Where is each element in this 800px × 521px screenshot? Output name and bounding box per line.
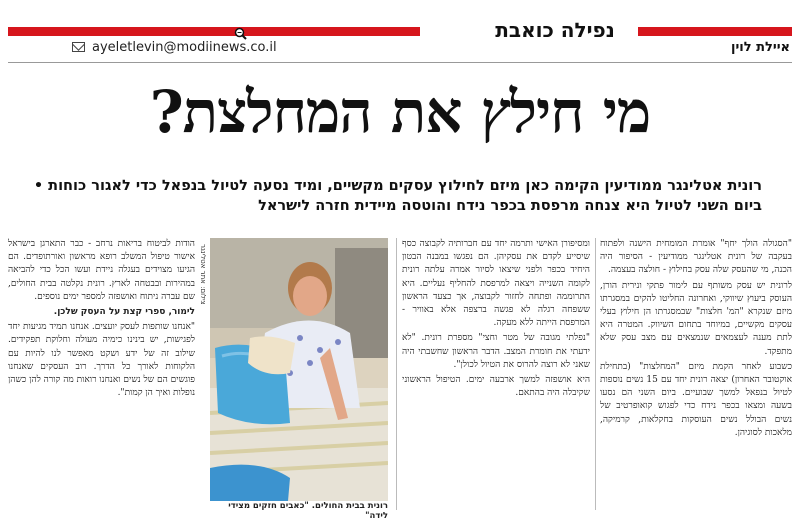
column-paragraph: ומסיפורן האישי ותרמה יחד עם חברותיה לקבוצה כסף שיסייע לקדם את עסקיהן. הם נפגשו במבנה הבטון היחיד בכפר ולפני שיצאו לסיור אמרה עלתה רונית לקומה השנייה ויצאה למרפסת להחליף נעליים. היא התרוממה ופתחה לחזור לקבוצה, אך כצעד הראשון ששפחה רגלה לא פגשה ברצפה אלא באוויר - המרפסת הייתה ללא מעקה. [402, 239, 590, 329]
column-paragraph: כשבוע לאחר הקמת מיזם "המחלצות" (בתחילת אוקטובר האחרון) יצאה רונית יחד עם 15 נשים נוספות לטיול בנפאל למשך שבועיים. ביום השני הם נסעו בשעה ומצאו בכפר נידח כדי לפגוש קואופרטיב של נשים הבולל נשים העוסקות בחקלאות, קרמיקה, מלאכות לסוגיהן. [600, 361, 792, 438]
patient-photo [210, 238, 388, 501]
article-headline: מי חילץ את המחלצת? [149, 78, 651, 146]
author-email-link[interactable]: ayeletlevin@modiinews.co.il [92, 40, 277, 55]
photo-caption: רונית בבית החולים. "כאבים חזקים מצידי לידה" [228, 501, 388, 521]
zoom-cursor-icon [234, 27, 247, 40]
column-paragraph: "נפלתי מגובה של מטר וחצי" מספרת רונית. "לא ידעתי את חומרת המצב. הדבר הראשון שחשבתי היה שאני לא רוצה להרוס את הטיול לכולן". [402, 333, 590, 370]
byline-divider [8, 62, 792, 63]
photo-credit: צילום: אתר אטלינגר [199, 244, 207, 305]
byline-author: איילת לוין [730, 40, 790, 55]
column-paragraph: הודות לביטוח בריאות נרחב - כבר התארגן בישראל אישור טיפול המשלב רופא מראשון ואורתופדים. הם הגיעו מצוידים בעגלה ניידת ועשו הכל כדי להביאה במהירות ובבטחה לארץ. רונית נקלטה בבית החולים, שם עברה ניתוח ואושפזה למספר ימים נוספים. [8, 239, 195, 302]
article-column-3 [8, 238, 195, 515]
column-divider [396, 238, 397, 510]
article-column-2 [402, 238, 590, 515]
article-column-1 [600, 238, 792, 515]
column-divider [595, 238, 596, 510]
column-paragraph: "אנחנו שותפות לעסק יועצים. אנחנו תמיד מגיעות יחד לפגישות, יש בינינו כימיה מעולה וחלוקת תפקידים. שילוב זה של ידע ושקט מאפשר לנו להיות עם הלקוחות לאורך כל הדרך. רוב העסקים שאנחנו פוגשים הם של נשים ואנחנו רואות מה קורה להן כשהן נופלות ואיך הן קמות". [8, 322, 195, 399]
envelope-icon [72, 42, 85, 52]
red-bar-left [8, 27, 420, 36]
column-subheading: לימור, ספרי קצת על העסק שלכן. [53, 307, 195, 318]
section-title: נפילה כואבת [495, 18, 615, 42]
red-bar-right [638, 27, 792, 36]
article-subheadline: רונית אטלינגר ממודיעין הקימה כאן מיזם לחילוץ עסקים מקשיים, ומיד נסעה לטיול בנפאל כדי לאגור כוחות • ביום השני לטיול היא צנחה מרפסת בכפר נידח והוטסה מיידית חזרה לישראל [33, 178, 762, 214]
column-paragraph: היא אושפזה למשך ארבעה ימים. הטיפול הראשוני שקיבלה היה בהתאם. [402, 375, 590, 399]
column-paragraph: לרונית יש עסק משותף עם לימור פתקי ונירית הורן, העוסק ביעוץ שיווקי, ואחרונה החליטו להקים במסגרתו מיזם שנקרא "המ' חלצות" שבמסגרתו הן חילוץ בעלי עסקים מקשיים, במיוחד בתחום השיווק. המטרה היא לתת מענה לעצמאים שנמצאים עם מצב עסק שלא מתפקד. [600, 280, 792, 357]
column-paragraph: "הסגולה הולך יחף" אומרת המומחית הישנה ולפתוח בעקבה של רונית אטלינגר ממודיעין - הסיפור היה הכנה, מי שהעסק שלה עסק בחילוץ - חולצה בעצמה. [600, 239, 792, 276]
